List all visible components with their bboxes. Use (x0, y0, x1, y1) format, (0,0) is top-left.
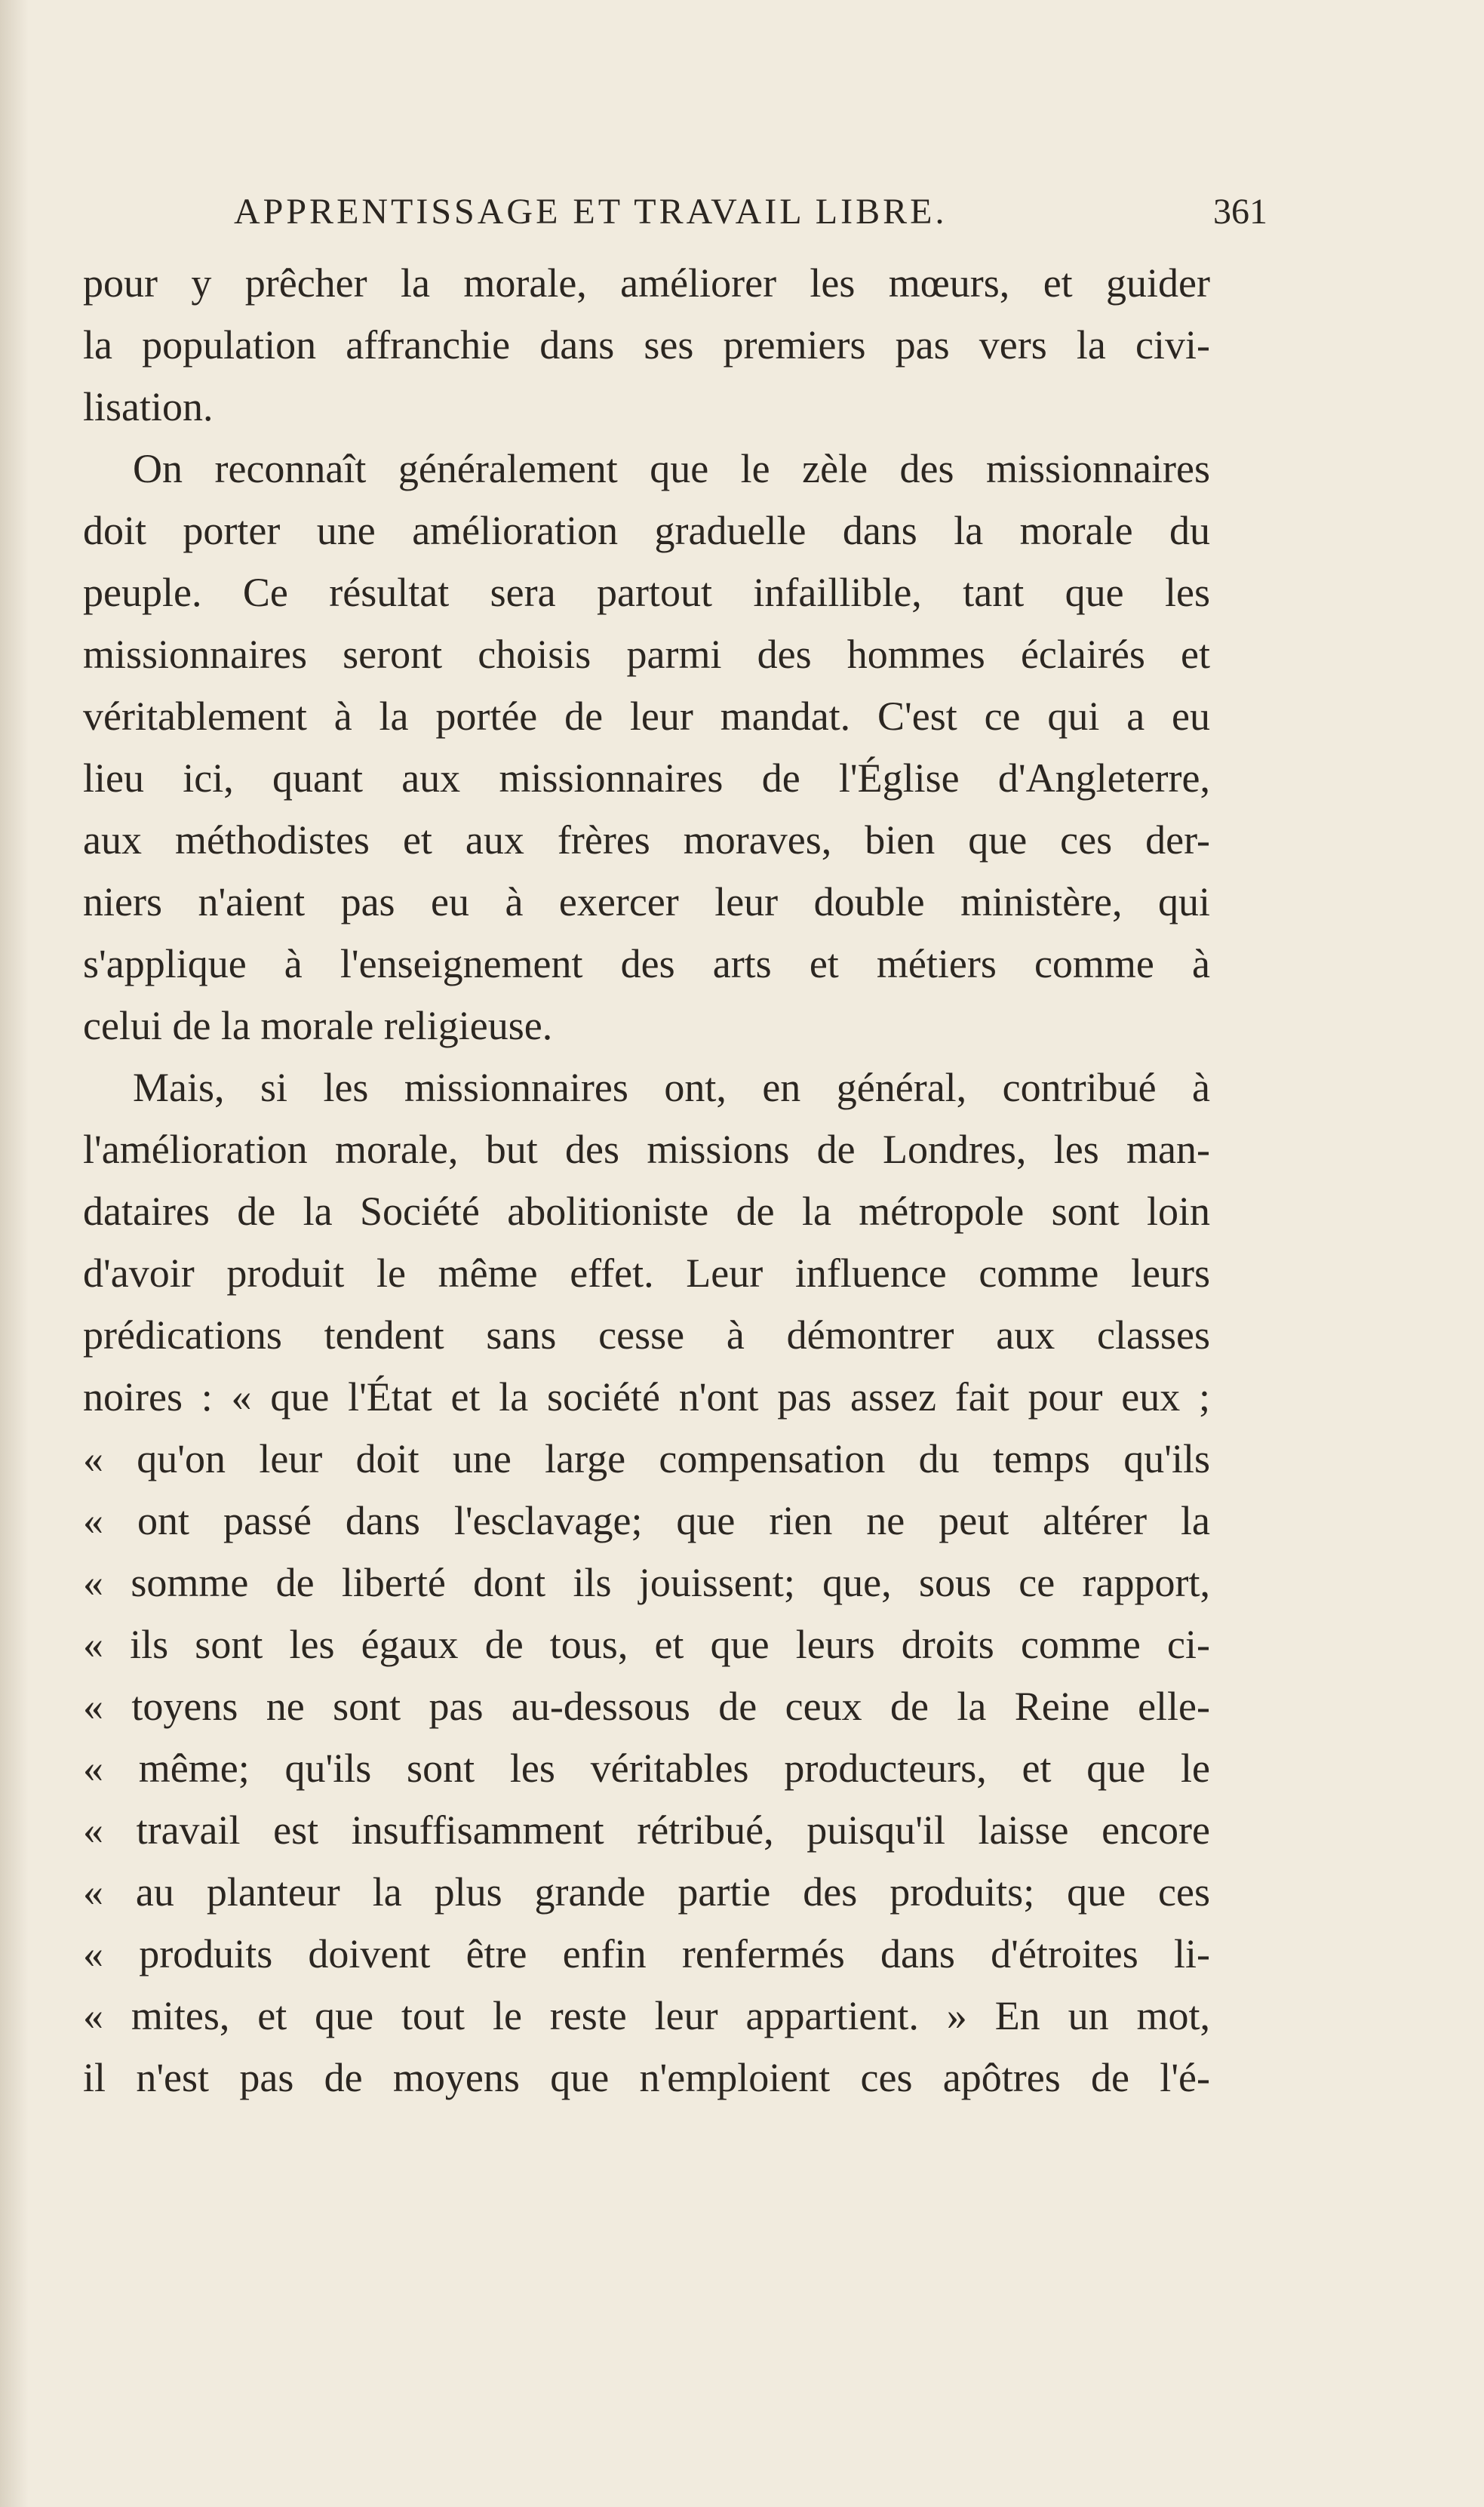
text-line: lisation. (83, 384, 214, 429)
text-line: lieu ici, quant aux missionnaires de l'Église d'Angleterre, (83, 755, 1210, 801)
text-line: « somme de liberté dont ils jouissent; que, sous ce rapport, (83, 1560, 1210, 1605)
text-line: peuple. Ce résultat sera partout infaillible, tant que les (83, 570, 1210, 615)
text-line: aux méthodistes et aux frères moraves, bien que ces der- (83, 817, 1210, 863)
page-header (234, 186, 1267, 238)
text-line: s'applique à l'enseignement des arts et métiers comme à (83, 941, 1210, 986)
paragraph-start-line: Mais, si les missionnaires ont, en général, contribué à (133, 1065, 1210, 1110)
text-line: « au planteur la plus grande partie des produits; que ces (83, 1869, 1210, 1915)
text-line: « mites, et que tout le reste leur appartient. » En un mot, (83, 1993, 1210, 2038)
text-line: « ont passé dans l'esclavage; que rien ne peut altérer la (83, 1498, 1210, 1543)
text-line: noires : « que l'État et la société n'ont pas assez fait pour eux ; (83, 1374, 1210, 1420)
text-line: doit porter une amélioration graduelle dans la morale du (83, 508, 1210, 553)
text-line: celui de la morale religieuse. (83, 1003, 553, 1048)
running-title: APPRENTISSAGE ET TRAVAIL LIBRE. (234, 192, 948, 232)
text-line: « toyens ne sont pas au-dessous de ceux de la Reine elle- (83, 1684, 1210, 1729)
text-line: « qu'on leur doit une large compensation du temps qu'ils (83, 1436, 1210, 1481)
text-line: dataires de la Société abolitioniste de la métropole sont loin (83, 1189, 1210, 1234)
text-line: « produits doivent être enfin renfermés dans d'étroites li- (83, 1931, 1210, 1976)
text-line: la population affranchie dans ses premiers pas vers la civi- (83, 322, 1210, 368)
text-line: prédications tendent sans cesse à démontrer aux classes (83, 1312, 1210, 1358)
text-line: d'avoir produit le même effet. Leur influence comme leurs (83, 1250, 1210, 1296)
paragraph-start-line: On reconnaît généralement que le zèle des missionnaires (133, 446, 1210, 491)
body-text (83, 252, 1210, 2109)
text-line: niers n'aient pas eu à exercer leur double ministère, qui (83, 879, 1210, 924)
text-line: missionnaires seront choisis parmi des hommes éclairés et (83, 632, 1210, 677)
text-line: « ils sont les égaux de tous, et que leurs droits comme ci- (83, 1622, 1210, 1667)
text-line: véritablement à la portée de leur mandat. C'est ce qui a eu (83, 694, 1210, 739)
spine-shadow (0, 0, 29, 2507)
text-line: l'amélioration morale, but des missions de Londres, les man- (83, 1127, 1210, 1172)
text-line: il n'est pas de moyens que n'emploient ces apôtres de l'é- (83, 2055, 1210, 2100)
page-number: 361 (1213, 192, 1267, 232)
text-line: pour y prêcher la morale, améliorer les mœurs, et guider (83, 260, 1210, 306)
text-line: « travail est insuffisamment rétribué, puisqu'il laisse encore (83, 1807, 1210, 1853)
text-line: « même; qu'ils sont les véritables producteurs, et que le (83, 1746, 1210, 1791)
